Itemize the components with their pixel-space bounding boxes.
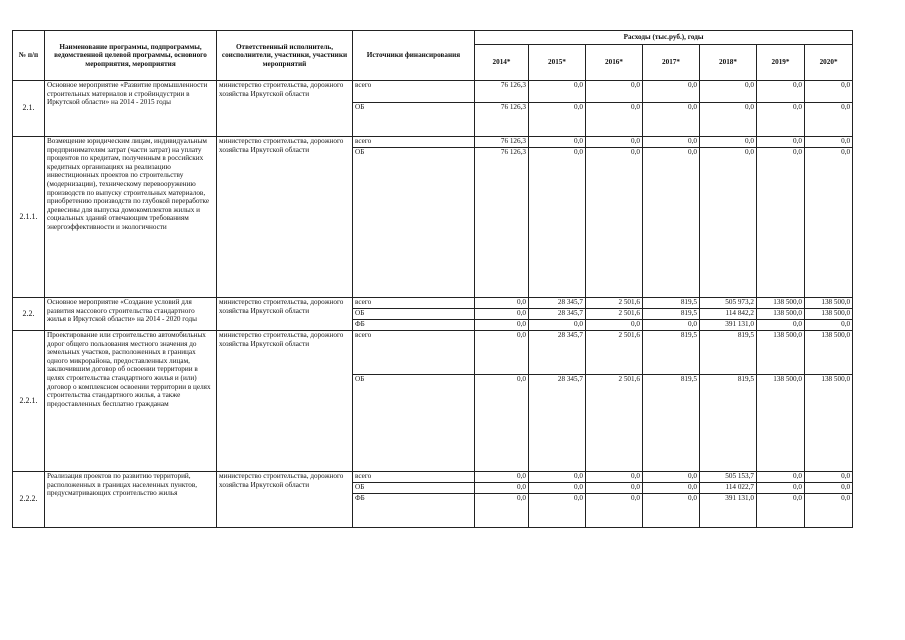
- expense-value: 0,0: [805, 483, 853, 494]
- expense-value: 0,0: [643, 494, 700, 528]
- table-row: [13, 137, 853, 148]
- expense-value: 76 126,3: [475, 81, 529, 103]
- header-year: 2020*: [805, 45, 853, 81]
- funding-source: ОБ: [353, 375, 475, 472]
- expense-value: 391 131,0: [700, 320, 757, 331]
- funding-source: ОБ: [353, 483, 475, 494]
- funding-source: всего: [353, 472, 475, 483]
- expense-value: 819,5: [643, 309, 700, 320]
- expense-value: 819,5: [643, 298, 700, 309]
- expense-value: 819,5: [643, 331, 700, 375]
- expense-value: 0,0: [586, 148, 643, 298]
- executor: министерство строительства, дорожного хозяйства Иркутской области: [217, 137, 353, 298]
- expense-value: 0,0: [475, 375, 529, 472]
- expense-value: 76 126,3: [475, 148, 529, 298]
- expense-value: 0,0: [475, 472, 529, 483]
- expense-value: 0,0: [805, 137, 853, 148]
- table-row: [13, 331, 853, 375]
- expense-value: 0,0: [805, 494, 853, 528]
- header-year: 2018*: [700, 45, 757, 81]
- expense-value: 114 022,7: [700, 483, 757, 494]
- budget-table: [12, 30, 853, 528]
- expense-value: 0,0: [529, 494, 586, 528]
- funding-source: ОБ: [353, 103, 475, 137]
- expense-value: 0,0: [805, 103, 853, 137]
- expense-value: 505 153,7: [700, 472, 757, 483]
- header-year: 2019*: [757, 45, 805, 81]
- header-name: Наименование программы, подпрограммы, ведомственной целевой программы, основного мероприятия, мероприятия: [45, 31, 217, 81]
- measure-name: Основное мероприятие «Создание условий для развития массового строительства стандартного жилья в Иркутской области» на 2014 - 2020 годы: [45, 298, 217, 331]
- measure-name: Реализация проектов по развитию территорий, расположенных в границах населенных пунктов, предусматривающих строительство жилья: [45, 472, 217, 528]
- expense-value: 0,0: [529, 472, 586, 483]
- header-year: 2015*: [529, 45, 586, 81]
- expense-value: 0,0: [643, 472, 700, 483]
- measure-name: Возмещение юридическим лицам, индивидуальным предпринимателям затрат (части затрат) на уплату процентов по кредитам, полученным в российских кредитных организациях на реализацию инвестиционных проектов по строительству (модернизации), техническому перевооружению производств по выпуску строительных материалов, приобретению производств по глубокой переработке древесины для выпуска домокомплектов жилых и социальных зданий отвечающим требованиям энергоэффективности и экологичности: [45, 137, 217, 298]
- expense-value: 505 973,2: [700, 298, 757, 309]
- funding-source: ОБ: [353, 148, 475, 298]
- expense-value: 0,0: [643, 137, 700, 148]
- expense-value: 114 842,2: [700, 309, 757, 320]
- measure-name: Основное мероприятие «Развитие промышленности строительных материалов и стройиндустрии в Иркутской области» на 2014 - 2015 годы: [45, 81, 217, 137]
- expense-value: 0,0: [529, 148, 586, 298]
- expense-value: 819,5: [700, 375, 757, 472]
- expense-value: 0,0: [529, 81, 586, 103]
- expense-value: 0,0: [475, 320, 529, 331]
- executor: министерство строительства, дорожного хозяйства Иркутской области: [217, 81, 353, 137]
- measure-name: Проектирование или строительство автомобильных дорог общего пользования местного значения до земельных участков, расположенных в границах одного микрорайона, предоставленных лицам, заключившим договор об освоении территории в целях строительства стандартного жилья и (или) договор о комплексном освоении территории в целях строительства стандартного жилья, а также предоставленных бесплатно гражданам: [45, 331, 217, 472]
- expense-value: 0,0: [529, 483, 586, 494]
- header-expenses: Расходы (тыс.руб.), годы: [475, 31, 853, 45]
- expense-value: 0,0: [700, 148, 757, 298]
- expense-value: 0,0: [643, 320, 700, 331]
- expense-value: 0,0: [643, 483, 700, 494]
- row-number: 2.2.: [13, 298, 45, 331]
- expense-value: 0,0: [475, 483, 529, 494]
- expense-value: 0,0: [529, 320, 586, 331]
- expense-value: 0,0: [757, 483, 805, 494]
- funding-source: ФБ: [353, 494, 475, 528]
- expense-value: 0,0: [700, 103, 757, 137]
- expense-value: 0,0: [757, 472, 805, 483]
- table-row: [13, 298, 853, 309]
- expense-value: 76 126,3: [475, 103, 529, 137]
- funding-source: всего: [353, 137, 475, 148]
- expense-value: 138 500,0: [805, 298, 853, 309]
- expense-value: 138 500,0: [805, 375, 853, 472]
- row-number: 2.2.1.: [13, 331, 45, 472]
- row-number: 2.2.2.: [13, 472, 45, 528]
- expense-value: 0,0: [757, 81, 805, 103]
- row-number: 2.1.1.: [13, 137, 45, 298]
- expense-value: 0,0: [757, 494, 805, 528]
- expense-value: 0,0: [586, 483, 643, 494]
- expense-value: 0,0: [643, 103, 700, 137]
- header-year: 2014*: [475, 45, 529, 81]
- expense-value: 28 345,7: [529, 309, 586, 320]
- expense-value: 138 500,0: [757, 331, 805, 375]
- expense-value: 0,0: [475, 309, 529, 320]
- expense-value: 0,0: [757, 148, 805, 298]
- expense-value: 0,0: [643, 148, 700, 298]
- expense-value: 0,0: [757, 103, 805, 137]
- executor: министерство строительства, дорожного хозяйства Иркутской области: [217, 331, 353, 472]
- header-sources: Источники финансирования: [353, 31, 475, 81]
- expense-value: 138 500,0: [805, 309, 853, 320]
- expense-value: 0,0: [700, 81, 757, 103]
- expense-value: 819,5: [643, 375, 700, 472]
- expense-value: 138 500,0: [757, 375, 805, 472]
- expense-value: 0,0: [586, 81, 643, 103]
- expense-value: 0,0: [475, 298, 529, 309]
- funding-source: всего: [353, 298, 475, 309]
- expense-value: 0,0: [643, 81, 700, 103]
- expense-value: 0,0: [586, 494, 643, 528]
- header-year: 2016*: [586, 45, 643, 81]
- header-num: № п/п: [13, 31, 45, 81]
- expense-value: 0,0: [475, 331, 529, 375]
- table-row: [13, 81, 853, 103]
- funding-source: всего: [353, 81, 475, 103]
- expense-value: 0,0: [757, 320, 805, 331]
- funding-source: ОБ: [353, 309, 475, 320]
- expense-value: 2 501,6: [586, 331, 643, 375]
- expense-value: 0,0: [586, 137, 643, 148]
- table-row: [13, 472, 853, 483]
- expense-value: 0,0: [805, 148, 853, 298]
- expense-value: 28 345,7: [529, 298, 586, 309]
- row-number: 2.1.: [13, 81, 45, 137]
- expense-value: 0,0: [586, 320, 643, 331]
- expense-value: 0,0: [586, 103, 643, 137]
- expense-value: 138 500,0: [757, 309, 805, 320]
- funding-source: всего: [353, 331, 475, 375]
- expense-value: 28 345,7: [529, 375, 586, 472]
- expense-value: 0,0: [586, 472, 643, 483]
- expense-value: 0,0: [805, 81, 853, 103]
- executor: министерство строительства, дорожного хозяйства Иркутской области: [217, 472, 353, 528]
- expense-value: 28 345,7: [529, 331, 586, 375]
- expense-value: 0,0: [700, 137, 757, 148]
- expense-value: 2 501,6: [586, 309, 643, 320]
- expense-value: 819,5: [700, 331, 757, 375]
- expense-value: 2 501,6: [586, 298, 643, 309]
- expense-value: 2 501,6: [586, 375, 643, 472]
- expense-value: 0,0: [805, 472, 853, 483]
- expense-value: 391 131,0: [700, 494, 757, 528]
- expense-value: 0,0: [475, 494, 529, 528]
- expense-value: 0,0: [805, 320, 853, 331]
- expense-value: 138 500,0: [805, 331, 853, 375]
- executor: министерство строительства, дорожного хозяйства Иркутской области: [217, 298, 353, 331]
- header-year: 2017*: [643, 45, 700, 81]
- funding-source: ФБ: [353, 320, 475, 331]
- expense-value: 138 500,0: [757, 298, 805, 309]
- expense-value: 76 126,3: [475, 137, 529, 148]
- expense-value: 0,0: [757, 137, 805, 148]
- expense-value: 0,0: [529, 137, 586, 148]
- header-executor: Ответственный исполнитель, соисполнители, участники, участники мероприятий: [217, 31, 353, 81]
- expense-value: 0,0: [529, 103, 586, 137]
